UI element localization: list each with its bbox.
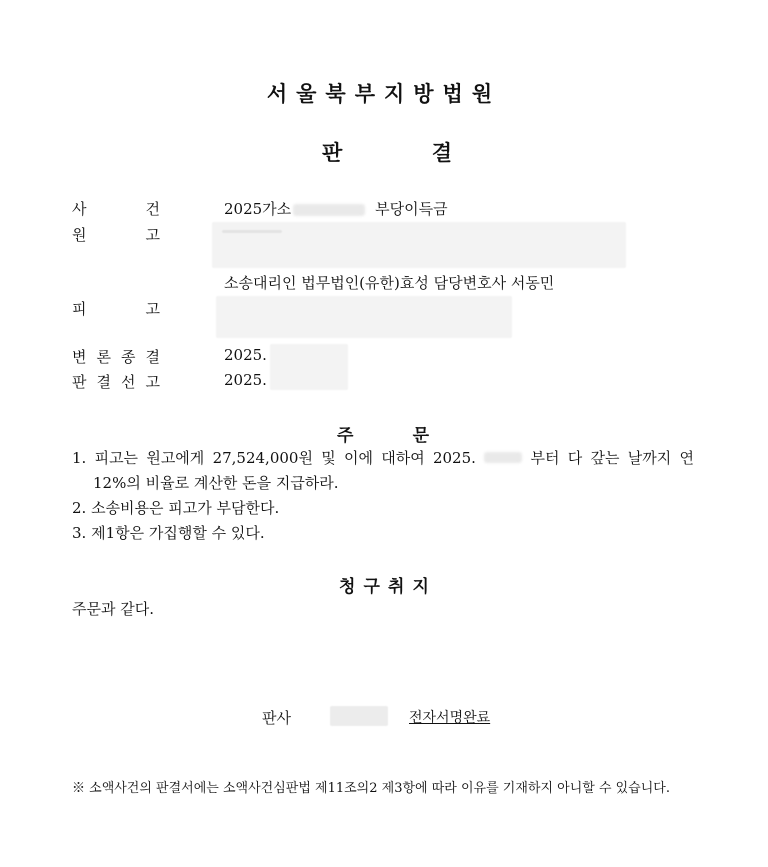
- case-number-label: 사 건: [72, 200, 160, 218]
- order-heading: 주 문: [337, 426, 429, 446]
- electronic-signature-status: 전자서명완료: [409, 710, 491, 726]
- claim-heading: 청 구 취 지: [339, 577, 429, 597]
- redacted-interest-start-date: [484, 452, 522, 463]
- footnote: ※ 소액사건의 판결서에는 소액사건심판법 제11조의2 제3항에 따라 이유를 기재하지 아니할 수 있습니다.: [72, 781, 670, 796]
- judgment-date: 2025.: [224, 371, 267, 389]
- defendant-label: 피 고: [72, 300, 160, 318]
- document-type-title: [322, 137, 452, 167]
- case-title: 부당이득금: [375, 200, 448, 218]
- redacted-defendant: [216, 296, 512, 338]
- hearing-closed-label: 변 론 종 결: [72, 348, 160, 366]
- hearing-closed-date: 2025.: [224, 346, 267, 364]
- judgment-date-label: 판 결 선 고: [72, 373, 160, 391]
- redacted-plaintiff: [212, 222, 626, 268]
- judge-label: 판사: [262, 709, 291, 727]
- redacted-case-number: [293, 204, 365, 216]
- case-number-value: [224, 198, 448, 219]
- redacted-judge-name: [330, 706, 388, 726]
- doc-type-char-1: 판: [322, 141, 343, 165]
- plaintiff-label: 원 고: [72, 226, 160, 244]
- order-item-3: 3. 제1항은 가집행할 수 있다.: [72, 524, 265, 542]
- order-item-1-continuation: 12%의 비율로 계산한 돈을 지급하라.: [93, 474, 339, 492]
- claim-text: 주문과 같다.: [72, 600, 154, 618]
- redacted-dates: [270, 344, 348, 390]
- order-item-1: 1. 피고는 원고에게 27,524,000원 및 이에 대하여 2025. 부터 다 갚는 날까지 연: [72, 448, 694, 467]
- plaintiff-agent: 소송대리인 법무법인(유한)효성 담당변호사 서동민: [224, 274, 555, 292]
- case-number-prefix: 2025가소: [224, 200, 292, 218]
- court-name: 서울북부지방법원: [266, 82, 502, 106]
- order-item-2: 2. 소송비용은 피고가 부담한다.: [72, 499, 280, 517]
- doc-type-char-2: 결: [431, 141, 452, 165]
